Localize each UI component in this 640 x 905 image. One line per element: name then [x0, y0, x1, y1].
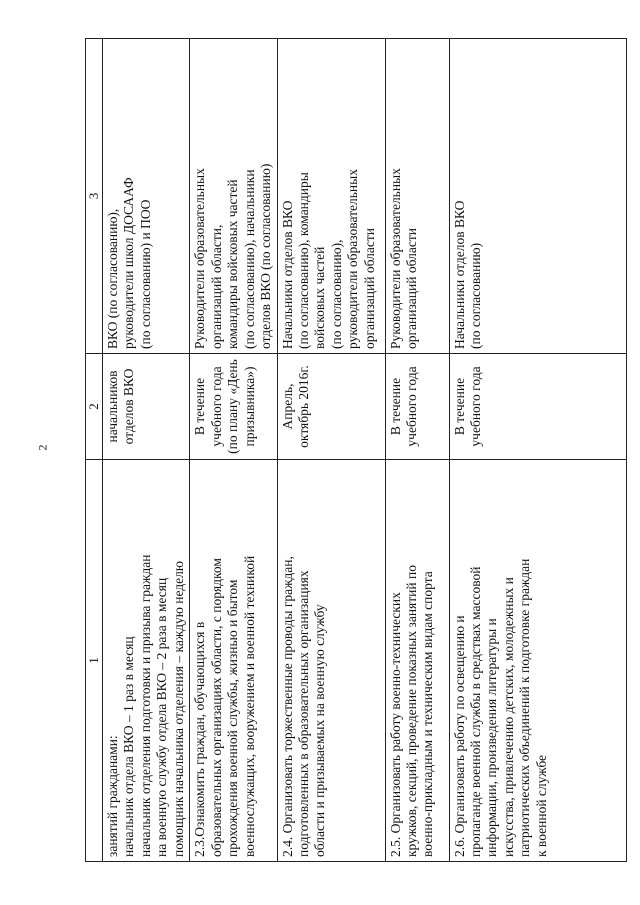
- deadline-line: отделов ВКО: [121, 368, 137, 445]
- deadline-cell: [102, 354, 189, 460]
- activity-line: области и призываемых на военную службу: [312, 604, 328, 857]
- deadline-line: учебного года: [468, 366, 484, 447]
- responsible-line: руководители школ ДОСААФ: [121, 177, 137, 349]
- page-number: 2: [35, 444, 50, 451]
- activity-line: военно-прикладным и техническим видам спорта: [420, 571, 436, 857]
- header-col-1: 1: [86, 460, 103, 862]
- activity-line: кружков, секций, проведение показных занятий по: [404, 565, 420, 857]
- header-col-3: 3: [86, 39, 103, 354]
- activity-line: патриотических объединений к подготовке граждан: [517, 558, 533, 857]
- responsible-cell: [102, 39, 189, 354]
- responsible-line: Руководители образовательных: [192, 168, 208, 349]
- activity-line: 2.5. Организовать работу военно-технических: [387, 592, 403, 857]
- responsible-cell: [385, 39, 449, 354]
- header-col-2: 2: [86, 354, 103, 460]
- deadline-cell: [277, 354, 385, 460]
- activity-line: на военную службу отдела ВКО – 2 раза в месяц: [154, 577, 170, 857]
- plan-table: [85, 38, 627, 862]
- table-row: [190, 39, 277, 862]
- responsible-line: Начальники отделов ВКО: [451, 200, 467, 349]
- activity-line: 2.3.Ознакомить граждан, обучающихся в: [192, 621, 208, 857]
- responsible-line: (по согласованию): [468, 242, 484, 349]
- deadline-line: октябрь 2016г.: [296, 365, 312, 448]
- responsible-line: Начальники отделов ВКО: [279, 200, 295, 349]
- deadline-line: учебного года: [208, 366, 224, 447]
- responsible-line: командиры войсковых частей: [225, 179, 241, 349]
- responsible-line: войсковых частей: [312, 246, 328, 349]
- table-header-row: [86, 39, 103, 862]
- deadline-cell: [385, 354, 449, 460]
- activity-line: искусства, привлечению детских, молодежных и: [500, 577, 516, 857]
- activity-cell: [277, 460, 385, 862]
- table-row: [449, 39, 626, 862]
- activity-line: образовательных организациях области, с порядком: [208, 558, 224, 857]
- responsible-cell: [190, 39, 277, 354]
- table-row: [385, 39, 449, 862]
- table-row: [102, 39, 189, 862]
- activity-cell: [385, 460, 449, 862]
- activity-line: помощник начальника отделения – каждую неделю: [170, 561, 186, 857]
- responsible-line: руководители образовательных: [345, 169, 361, 349]
- activity-line: пропаганде военной службы в средствах массовой: [468, 566, 484, 857]
- activity-line: прохождения военной службы, жизнью и бытом: [225, 579, 241, 857]
- responsible-cell: [277, 39, 385, 354]
- deadline-line: В течение: [192, 377, 208, 436]
- deadline-line: В течение: [387, 377, 403, 436]
- responsible-line: организаций области: [361, 228, 377, 349]
- table-row: [277, 39, 385, 862]
- responsible-line: Руководители образовательных: [387, 168, 403, 349]
- activity-line: занятий гражданами:: [104, 735, 120, 857]
- deadline-cell: [449, 354, 626, 460]
- activity-line: подготовленных в образовательных организациях: [296, 570, 312, 857]
- responsible-line: отделов ВКО (по согласованию): [258, 163, 274, 349]
- activity-cell: [190, 460, 277, 862]
- activity-line: к военной службе: [533, 754, 549, 857]
- activity-line: начальник отделения подготовки и призыва граждан: [137, 554, 153, 857]
- deadline-line: учебного года: [404, 366, 420, 447]
- responsible-line: (по согласованию),: [328, 239, 344, 349]
- responsible-line: (по согласованию) и ПОО: [137, 199, 153, 349]
- deadline-line: В течение: [451, 377, 467, 436]
- deadline-line: (по плану «День: [225, 359, 241, 454]
- deadline-line: начальников: [104, 370, 120, 443]
- deadline-line: Апрель,: [279, 383, 295, 430]
- activity-line: начальник отдела ВКО – 1 раз в месяц: [121, 636, 137, 857]
- deadline-line: призывника»): [241, 366, 257, 447]
- responsible-line: организаций области: [404, 228, 420, 349]
- responsible-line: ВКО (по согласованию),: [104, 208, 120, 349]
- activity-cell: [102, 460, 189, 862]
- activity-line: информации, произведения литературы и: [484, 618, 500, 857]
- responsible-line: организаций области,: [208, 224, 224, 349]
- responsible-line: (по согласованию), начальники: [241, 169, 257, 349]
- deadline-cell: [190, 354, 277, 460]
- responsible-line: (по согласованию), командиры: [296, 172, 312, 349]
- responsible-cell: [449, 39, 626, 354]
- activity-line: военнослужащих, вооружением и военной техникой: [241, 555, 257, 857]
- activity-line: 2.4. Организовать торжественные проводы граждан,: [279, 556, 295, 857]
- activity-line: 2.6. Организовать работу по освещению и: [451, 615, 467, 857]
- activity-cell: [449, 460, 626, 862]
